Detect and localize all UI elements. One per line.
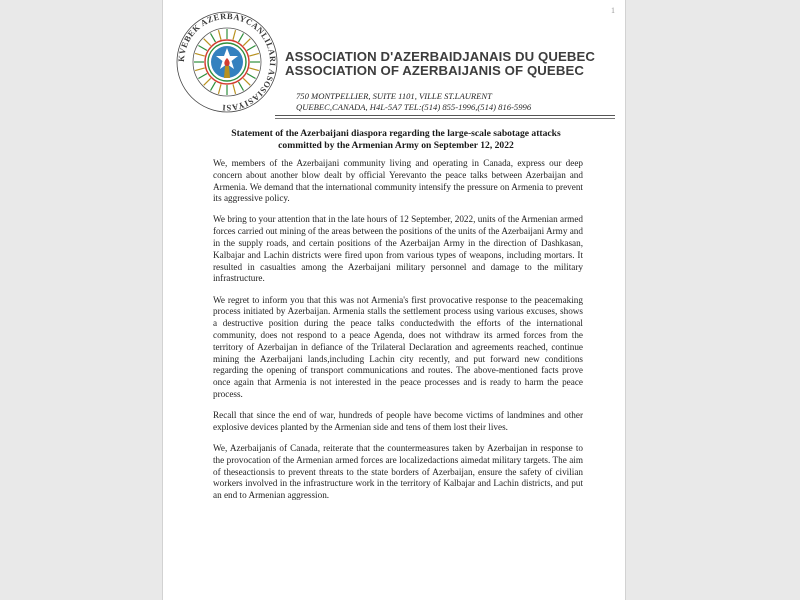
- association-logo: [173, 8, 281, 116]
- statement-body: [213, 158, 583, 511]
- organization-name: [285, 50, 595, 78]
- paragraph-5: We, Azerbaijanis of Canada, reiterate that the countermeasures taken by Azerbaijan in response to the provocation of the Armenian armed forces are localizedactions aimedat military targets. The aim of theseactionsis to prevent threats to the state borders of Azerbaijan, ensure the safety of civilian workers involved in the infrastructure work in the territory of Kalbajar and Lachin districts, and put an end to Armenian aggression.: [213, 442, 583, 501]
- paragraph-3: We regret to inform you that this was not Armenia's first provocative response to the peacemaking process initiated by Azerbaijan. Armenia stalls the settlement process using various excuses, shows a destructive position during the peace talks conductedwith the efforts of the international community, does not respond to a peace Agenda, does not withdraw its armed forces from the territory of Azerbaijan in defiance of the Trilateral Declaration and agreements reached, continue mining the Azerbaijani lands,including Lachin city recently, and put forward new conditions regarding the opening of transport communications and routes. The above-mentioned facts prove once again that Armenia is not interested in the peace processes and is ready to harm the peace process.: [213, 294, 583, 399]
- address-line-1: 750 MONTPELLIER, SUITE 1101, VILLE ST.LAURENT: [296, 91, 492, 101]
- statement-title-line-2: committed by the Armenian Army on September 12, 2022: [278, 139, 514, 151]
- header-rule-secondary: [275, 118, 615, 119]
- paragraph-1: We, members of the Azerbaijani community living and operating in Canada, express our deep concern about another blow dealt by official Yerevanto the peace talks between Azerbaijan and Armenia. We demand that the international community intensify the pressure on Armenia to prevent its aggressive policy.: [213, 158, 583, 204]
- statement-title-line-1: Statement of the Azerbaijani diaspora regarding the large-scale sabotage attacks: [231, 128, 561, 139]
- paragraph-2: We bring to your attention that in the late hours of 12 September, 2022, units of the Armenian armed forces carried out mining of the areas between the positions of the units of the Azerbaijani Army and in the supply roads, and certain positions of the Azerbaijan Army in the direction of Dashkasan, Kalbajar and Lachin districts were fired upon from various types of weapons, including mortars. It resulted in casualties among the Azerbaijani military personnel and damage to the military infrastructure.: [213, 214, 583, 284]
- page-number: 1: [611, 6, 615, 15]
- emblem-icon: [173, 8, 281, 116]
- logo-ring-text: KVEBEK AZERBAYCANLILARI ASOSIASIYASI: [176, 11, 278, 113]
- header-rule: [275, 115, 615, 116]
- statement-title: [191, 128, 601, 151]
- paragraph-4: Recall that since the end of war, hundreds of people have become victims of landmines and other explosive devices planted by the Armenian side and tens of them lost their lives.: [213, 410, 583, 432]
- document-page: [163, 0, 625, 600]
- address-line-2: QUEBEC,CANADA, H4L-5A7 TEL:(514) 855-1996,(514) 816-5996: [296, 101, 532, 112]
- org-name-english: ASSOCIATION OF AZERBAIJANIS OF QUEBEC: [285, 63, 584, 78]
- address-block: [296, 91, 531, 112]
- org-name-french: ASSOCIATION D'AZERBAIDJANAIS DU QUEBEC: [285, 49, 596, 64]
